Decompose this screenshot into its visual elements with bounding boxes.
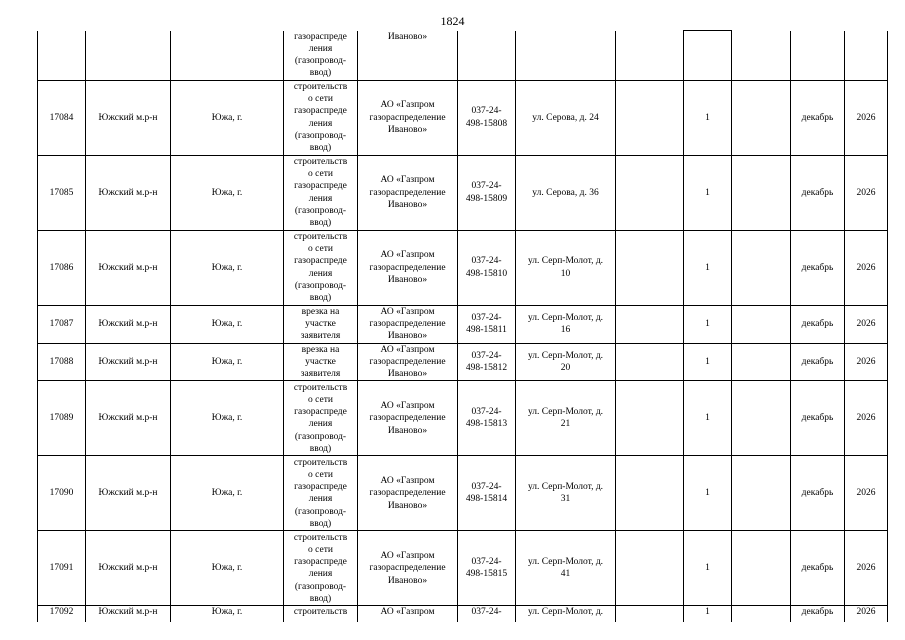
cell-address-line: 10 bbox=[560, 268, 571, 279]
table-row bbox=[38, 80, 888, 155]
cell-organization bbox=[358, 80, 458, 155]
cell-doc-number bbox=[458, 305, 516, 343]
cell-district: Южский м.р-н bbox=[86, 606, 171, 624]
cell-month: декабрь bbox=[791, 305, 845, 343]
cell-locality: Южа, г. bbox=[171, 155, 284, 230]
cell-empty-a bbox=[616, 155, 684, 230]
cell-organization-line: АО «Газпром bbox=[380, 476, 435, 487]
cell-address-line: 21 bbox=[560, 419, 571, 430]
cell-organization bbox=[358, 531, 458, 606]
cell-year: 2026 bbox=[845, 230, 888, 305]
cell-work-type-line: о сети bbox=[308, 469, 333, 480]
cell-locality: Южа, г. bbox=[171, 606, 284, 624]
cell-organization-line: АО «Газпром bbox=[380, 306, 435, 317]
cell-address bbox=[516, 381, 616, 456]
cell-organization-line: АО «Газпром bbox=[380, 175, 435, 186]
cell-work-type-line: строительств bbox=[293, 81, 348, 92]
cell-district bbox=[86, 31, 171, 81]
cell-doc-number-line: 498-15808 bbox=[465, 118, 508, 129]
cell-doc-number-line: 037-24- bbox=[471, 106, 502, 117]
cell-district: Южский м.р-н bbox=[86, 305, 171, 343]
cell-address bbox=[516, 305, 616, 343]
cell-empty-a bbox=[616, 381, 684, 456]
cell-doc-number-line: 037-24- bbox=[471, 407, 502, 418]
cell-id: 17091 bbox=[38, 531, 86, 606]
cell-work-type-line: ввод) bbox=[309, 519, 332, 530]
cell-work-type-line: ления bbox=[308, 569, 333, 580]
cell-address bbox=[516, 80, 616, 155]
cell-empty-b bbox=[732, 80, 791, 155]
cell-work-type-line: участке bbox=[305, 356, 336, 367]
cell-count: 1 bbox=[684, 531, 732, 606]
cell-organization-line: Иваново» bbox=[387, 274, 428, 285]
cell-doc-number-line: 037-24- bbox=[471, 256, 502, 267]
cell-organization bbox=[358, 381, 458, 456]
cell-count: 1 bbox=[684, 80, 732, 155]
cell-address-line: 31 bbox=[560, 494, 571, 505]
cell-year bbox=[845, 31, 888, 81]
cell-work-type-line: газораспреде bbox=[294, 31, 347, 42]
cell-address-line: ул. Серп-Молот, д. bbox=[527, 557, 604, 568]
cell-doc-number bbox=[458, 31, 516, 81]
cell-locality: Южа, г. bbox=[171, 343, 284, 381]
cell-month: декабрь bbox=[791, 230, 845, 305]
cell-district: Южский м.р-н bbox=[86, 230, 171, 305]
cell-empty-a bbox=[616, 230, 684, 305]
cell-doc-number-line: 498-15811 bbox=[466, 325, 507, 336]
cell-work-type-line: (газопровод- bbox=[294, 56, 347, 67]
cell-organization-line: газораспределение bbox=[369, 187, 446, 198]
cell-year: 2026 bbox=[845, 531, 888, 606]
cell-work-type-line: (газопровод- bbox=[294, 205, 347, 216]
cell-empty-a bbox=[616, 456, 684, 531]
cell-locality bbox=[171, 31, 284, 81]
cell-empty-b bbox=[732, 531, 791, 606]
cell-organization-line: Иваново» bbox=[387, 31, 428, 42]
cell-address-line: ул. Серп-Молот, д. bbox=[527, 407, 604, 418]
cell-address bbox=[516, 155, 616, 230]
cell-empty-b bbox=[732, 381, 791, 456]
cell-empty-b bbox=[732, 155, 791, 230]
cell-district: Южский м.р-н bbox=[86, 381, 171, 456]
cell-id: 17092 bbox=[38, 606, 86, 624]
cell-address bbox=[516, 456, 616, 531]
cell-empty-b bbox=[732, 343, 791, 381]
cell-month: декабрь bbox=[791, 456, 845, 531]
cell-organization bbox=[358, 456, 458, 531]
cell-work-type-line: ления bbox=[308, 268, 333, 279]
cell-address-line: ул. Серова, д. 36 bbox=[532, 187, 599, 198]
cell-id: 17085 bbox=[38, 155, 86, 230]
cell-district: Южский м.р-н bbox=[86, 343, 171, 381]
cell-address-line: 41 bbox=[560, 569, 571, 580]
cell-organization-line: газораспределение bbox=[369, 356, 446, 367]
cell-locality: Южа, г. bbox=[171, 305, 284, 343]
cell-count: 1 bbox=[684, 381, 732, 456]
cell-empty-b bbox=[732, 230, 791, 305]
data-table bbox=[37, 30, 888, 624]
cell-empty-b bbox=[732, 305, 791, 343]
cell-id: 17086 bbox=[38, 230, 86, 305]
cell-address bbox=[516, 31, 616, 81]
cell-empty-b bbox=[732, 31, 791, 81]
cell-year: 2026 bbox=[845, 305, 888, 343]
cell-empty-a bbox=[616, 343, 684, 381]
table-row bbox=[38, 381, 888, 456]
cell-address-line: ул. Серп-Молот, д. bbox=[527, 256, 604, 267]
cell-organization-line: АО «Газпром bbox=[380, 100, 435, 111]
cell-work-type bbox=[284, 31, 358, 81]
cell-doc-number-line: 498-15813 bbox=[465, 419, 508, 430]
cell-work-type-line: газораспреде bbox=[294, 557, 347, 568]
cell-doc-number bbox=[458, 456, 516, 531]
cell-work-type-line: ввод) bbox=[309, 143, 332, 154]
cell-organization bbox=[358, 230, 458, 305]
cell-month: декабрь bbox=[791, 531, 845, 606]
cell-month: декабрь bbox=[791, 381, 845, 456]
cell-work-type-line: врезка на bbox=[301, 306, 340, 317]
cell-doc-number bbox=[458, 343, 516, 381]
cell-organization-line: АО «Газпром bbox=[380, 607, 435, 618]
cell-year: 2026 bbox=[845, 456, 888, 531]
cell-doc-number-line: 037-24- bbox=[471, 350, 502, 361]
cell-year: 2026 bbox=[845, 381, 888, 456]
cell-organization bbox=[358, 305, 458, 343]
cell-work-type-line: (газопровод- bbox=[294, 431, 347, 442]
cell-address bbox=[516, 531, 616, 606]
cell-district: Южский м.р-н bbox=[86, 155, 171, 230]
cell-work-type-line: строительств bbox=[293, 382, 348, 393]
cell-id: 17087 bbox=[38, 305, 86, 343]
cell-count: 1 bbox=[684, 456, 732, 531]
cell-count: 1 bbox=[684, 343, 732, 381]
cell-work-type-line: газораспреде bbox=[294, 181, 347, 192]
table-row bbox=[38, 456, 888, 531]
cell-doc-number-line: 498-15815 bbox=[465, 569, 508, 580]
cell-work-type-line: ления bbox=[308, 43, 333, 54]
cell-locality: Южа, г. bbox=[171, 80, 284, 155]
cell-organization-line: Иваново» bbox=[387, 369, 428, 380]
cell-work-type-line: строительств bbox=[293, 457, 348, 468]
cell-month: декабрь bbox=[791, 606, 845, 624]
cell-work-type-line: о сети bbox=[308, 544, 333, 555]
cell-work-type-line: ления bbox=[308, 193, 333, 204]
cell-work-type-line: (газопровод- bbox=[294, 506, 347, 517]
cell-organization-line: АО «Газпром bbox=[380, 551, 435, 562]
cell-year: 2026 bbox=[845, 155, 888, 230]
cell-year: 2026 bbox=[845, 606, 888, 624]
cell-empty-b bbox=[732, 456, 791, 531]
cell-empty-a bbox=[616, 531, 684, 606]
cell-empty-a bbox=[616, 80, 684, 155]
cell-doc-number-line: 037-24- bbox=[471, 482, 502, 493]
table-row-continuation bbox=[38, 31, 888, 81]
cell-doc-number-line: 037-24- bbox=[471, 312, 502, 323]
cell-organization-line: газораспределение bbox=[369, 413, 446, 424]
table-body bbox=[38, 31, 888, 624]
cell-organization-line: Иваново» bbox=[387, 500, 428, 511]
cell-work-type-line: газораспреде bbox=[294, 407, 347, 418]
cell-work-type bbox=[284, 230, 358, 305]
cell-district: Южский м.р-н bbox=[86, 80, 171, 155]
cell-work-type-line: ввод) bbox=[309, 594, 332, 605]
cell-address-line: ул. Серова, д. 24 bbox=[532, 112, 599, 123]
cell-work-type-line: строительств bbox=[293, 532, 348, 543]
cell-year: 2026 bbox=[845, 343, 888, 381]
cell-address-line: ул. Серп-Молот, д. bbox=[527, 350, 604, 361]
cell-empty-a bbox=[616, 31, 684, 81]
cell-district: Южский м.р-н bbox=[86, 456, 171, 531]
cell-work-type-line: о сети bbox=[308, 94, 333, 105]
cell-organization bbox=[358, 155, 458, 230]
cell-organization-line: АО «Газпром bbox=[380, 344, 435, 355]
cell-work-type-line: строительств bbox=[293, 607, 348, 618]
cell-doc-number-line: 498-15814 bbox=[465, 494, 508, 505]
cell-doc-number-line: 498-15809 bbox=[465, 193, 508, 204]
cell-month: декабрь bbox=[791, 80, 845, 155]
cell-organization-line: газораспределение bbox=[369, 488, 446, 499]
cell-address-line: ул. Серп-Молот, д. bbox=[527, 482, 604, 493]
cell-work-type bbox=[284, 531, 358, 606]
cell-count: 1 bbox=[684, 230, 732, 305]
cell-locality: Южа, г. bbox=[171, 531, 284, 606]
cell-organization-line: Иваново» bbox=[387, 124, 428, 135]
cell-count bbox=[684, 31, 732, 81]
cell-address bbox=[516, 230, 616, 305]
cell-organization-line: Иваново» bbox=[387, 199, 428, 210]
cell-locality: Южа, г. bbox=[171, 230, 284, 305]
cell-work-type-line: (газопровод- bbox=[294, 581, 347, 592]
cell-count: 1 bbox=[684, 155, 732, 230]
cell-year: 2026 bbox=[845, 80, 888, 155]
cell-doc-number-line: 498-15812 bbox=[465, 363, 508, 374]
cell-count: 1 bbox=[684, 606, 732, 624]
cell-id: 17089 bbox=[38, 381, 86, 456]
cell-work-type bbox=[284, 456, 358, 531]
cell-id bbox=[38, 31, 86, 81]
cell-work-type bbox=[284, 155, 358, 230]
cell-doc-number bbox=[458, 80, 516, 155]
cell-work-type-line: ления bbox=[308, 494, 333, 505]
cell-organization-line: Иваново» bbox=[387, 425, 428, 436]
cell-address-line: ул. Серп-Молот, д. bbox=[527, 607, 604, 618]
cell-doc-number bbox=[458, 230, 516, 305]
cell-organization-line: Иваново» bbox=[387, 575, 428, 586]
page-bottom-edge bbox=[0, 622, 905, 640]
cell-doc-number-line: 037-24- bbox=[471, 607, 502, 618]
cell-work-type-line: ления bbox=[308, 419, 333, 430]
cell-work-type-line: ввод) bbox=[309, 293, 332, 304]
cell-month bbox=[791, 31, 845, 81]
cell-organization bbox=[358, 31, 458, 81]
cell-work-type-line: газораспреде bbox=[294, 256, 347, 267]
cell-doc-number-line: 498-15810 bbox=[465, 268, 508, 279]
cell-address-line: 16 bbox=[560, 325, 571, 336]
cell-locality: Южа, г. bbox=[171, 381, 284, 456]
page-number: 1824 bbox=[440, 14, 465, 28]
cell-organization-line: газораспределение bbox=[369, 563, 446, 574]
cell-doc-number-line: 037-24- bbox=[471, 181, 502, 192]
cell-organization-line: газораспределение bbox=[369, 262, 446, 273]
cell-doc-number bbox=[458, 155, 516, 230]
cell-work-type bbox=[284, 80, 358, 155]
cell-locality: Южа, г. bbox=[171, 456, 284, 531]
cell-count: 1 bbox=[684, 305, 732, 343]
cell-work-type-line: врезка на bbox=[301, 344, 340, 355]
cell-month: декабрь bbox=[791, 343, 845, 381]
cell-doc-number-line: 037-24- bbox=[471, 557, 502, 568]
cell-doc-number bbox=[458, 531, 516, 606]
table-row bbox=[38, 155, 888, 230]
table-row bbox=[38, 305, 888, 343]
cell-work-type-line: ввод) bbox=[309, 444, 332, 455]
cell-work-type-line: участке bbox=[305, 318, 336, 329]
cell-organization bbox=[358, 343, 458, 381]
cell-work-type-line: строительств bbox=[293, 231, 348, 242]
cell-work-type bbox=[284, 305, 358, 343]
cell-address bbox=[516, 343, 616, 381]
cell-work-type-line: о сети bbox=[308, 394, 333, 405]
cell-work-type-line: ввод) bbox=[309, 218, 332, 229]
cell-work-type bbox=[284, 343, 358, 381]
cell-work-type-line: заявителя bbox=[300, 331, 341, 342]
cell-work-type-line: газораспреде bbox=[294, 106, 347, 117]
cell-empty-a bbox=[616, 305, 684, 343]
cell-work-type-line: (газопровод- bbox=[294, 130, 347, 141]
cell-work-type bbox=[284, 381, 358, 456]
cell-doc-number bbox=[458, 381, 516, 456]
cell-work-type-line: заявителя bbox=[300, 369, 341, 380]
cell-address-line: 20 bbox=[560, 363, 571, 374]
cell-district: Южский м.р-н bbox=[86, 531, 171, 606]
cell-work-type-line: (газопровод- bbox=[294, 280, 347, 291]
cell-id: 17090 bbox=[38, 456, 86, 531]
cell-work-type-line: строительств bbox=[293, 156, 348, 167]
cell-organization-line: газораспределение bbox=[369, 112, 446, 123]
table-row bbox=[38, 343, 888, 381]
cell-work-type-line: ввод) bbox=[309, 68, 332, 79]
cell-work-type-line: о сети bbox=[308, 244, 333, 255]
cell-work-type-line: о сети bbox=[308, 169, 333, 180]
table-row bbox=[38, 531, 888, 606]
table-row bbox=[38, 230, 888, 305]
cell-id: 17084 bbox=[38, 80, 86, 155]
cell-organization-line: АО «Газпром bbox=[380, 401, 435, 412]
cell-work-type-line: газораспреде bbox=[294, 482, 347, 493]
cell-organization-line: газораспределение bbox=[369, 318, 446, 329]
cell-month: декабрь bbox=[791, 155, 845, 230]
cell-id: 17088 bbox=[38, 343, 86, 381]
cell-address-line: ул. Серп-Молот, д. bbox=[527, 312, 604, 323]
cell-organization-line: Иваново» bbox=[387, 331, 428, 342]
cell-work-type-line: ления bbox=[308, 118, 333, 129]
cell-organization-line: АО «Газпром bbox=[380, 250, 435, 261]
